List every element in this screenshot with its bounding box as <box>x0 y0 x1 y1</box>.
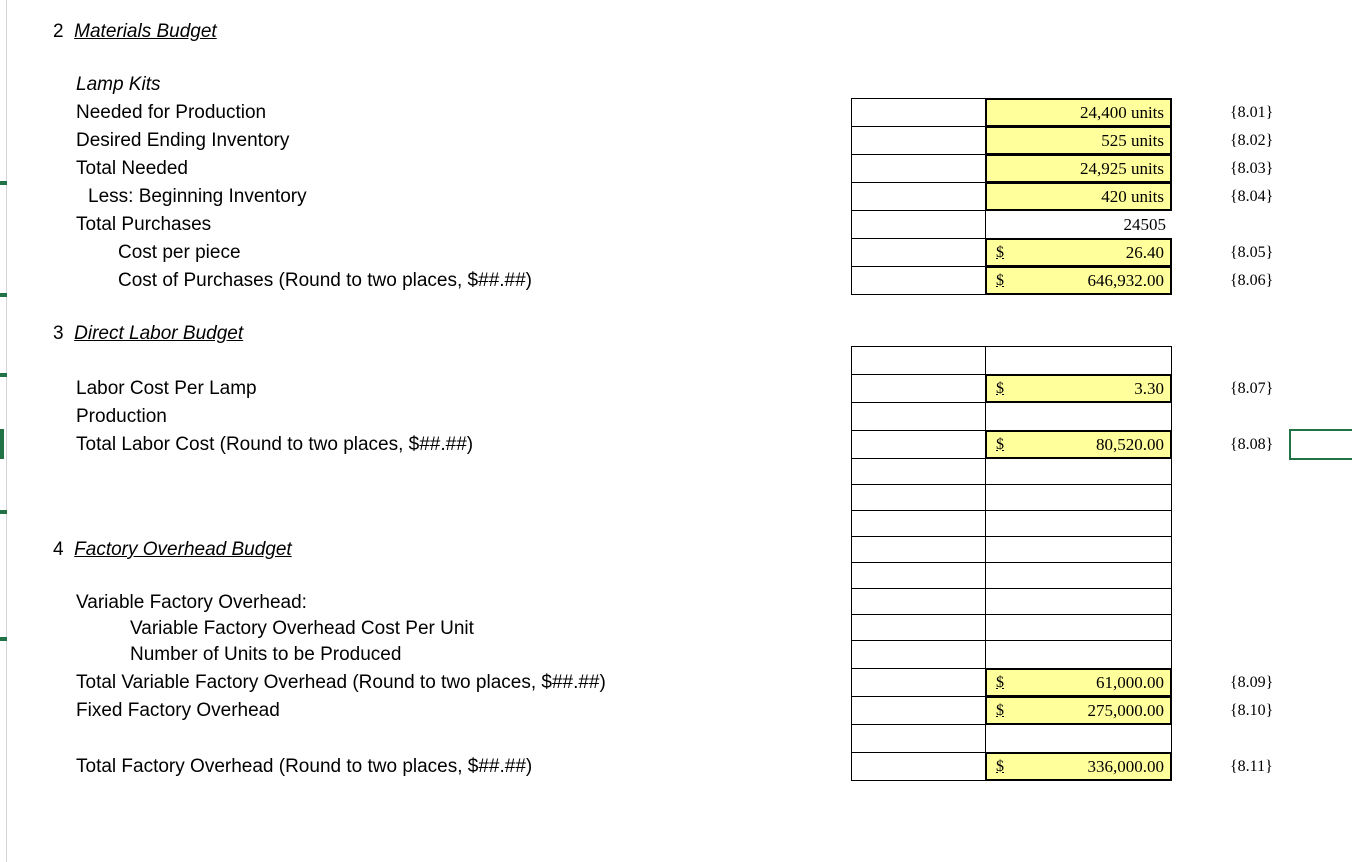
row-label: Number of Units to be Produced <box>130 644 402 665</box>
reference-code: {8.08} <box>1230 436 1274 453</box>
blank-cell[interactable] <box>985 562 1172 589</box>
total-purchases-cell[interactable] <box>985 210 1172 239</box>
blank-cell[interactable] <box>985 640 1172 669</box>
row-label: Production <box>76 406 167 427</box>
cell-value: 24,925 units <box>1079 158 1164 178</box>
blank-cell[interactable] <box>985 588 1172 615</box>
blank-cell[interactable] <box>851 752 986 781</box>
reference-code: {8.10} <box>1230 702 1274 719</box>
row-marker <box>0 373 7 377</box>
section-title: Factory Overhead Budget <box>74 539 292 560</box>
blank-cell[interactable] <box>851 154 986 183</box>
answer-cell-8-06[interactable] <box>985 266 1172 295</box>
row-label: Total Labor Cost (Round to two places, $##.##) <box>76 434 474 455</box>
row-label: Variable Factory Overhead: <box>76 592 307 613</box>
row-label: Needed for Production <box>76 102 267 123</box>
row-label: Labor Cost Per Lamp <box>76 378 257 399</box>
answer-cell-8-05[interactable] <box>985 238 1172 267</box>
row-marker <box>0 293 7 297</box>
cell-value: 80,520.00 <box>1096 434 1164 454</box>
currency-symbol: $ <box>996 379 1004 397</box>
row-label: Total Needed <box>76 158 188 179</box>
section-heading-labor <box>53 323 243 345</box>
row-label: Total Variable Factory Overhead (Round to two places, $##.##) <box>76 672 606 693</box>
row-marker <box>0 510 7 514</box>
row-gutter-line <box>6 0 7 862</box>
reference-code: {8.11} <box>1230 758 1273 775</box>
section-number: 2 <box>53 21 64 42</box>
blank-cell[interactable] <box>985 536 1172 563</box>
blank-cell[interactable] <box>985 724 1172 753</box>
blank-cell[interactable] <box>985 484 1172 511</box>
subheading-lamp-kits: Lamp Kits <box>76 74 161 95</box>
cell-value: 26.40 <box>1125 242 1164 262</box>
currency-symbol: $ <box>996 271 1004 289</box>
blank-cell[interactable] <box>851 98 986 127</box>
blank-cell[interactable] <box>851 210 986 239</box>
row-label: Total Factory Overhead (Round to two places, $##.##) <box>76 756 533 777</box>
blank-cell[interactable] <box>851 484 986 511</box>
selected-cell-cursor[interactable] <box>1289 429 1352 460</box>
reference-code: {8.04} <box>1230 188 1274 205</box>
reference-code: {8.02} <box>1230 132 1274 149</box>
currency-symbol: $ <box>996 435 1004 453</box>
blank-cell[interactable] <box>851 696 986 725</box>
blank-cell[interactable] <box>985 458 1172 487</box>
answer-cell-8-07[interactable] <box>985 374 1172 403</box>
cell-value: 24505 <box>1123 214 1166 234</box>
reference-code: {8.07} <box>1230 380 1274 397</box>
blank-cell[interactable] <box>985 510 1172 537</box>
blank-cell[interactable] <box>851 562 986 589</box>
answer-cell-8-02[interactable] <box>985 126 1172 155</box>
reference-code: {8.05} <box>1230 244 1274 261</box>
blank-cell[interactable] <box>851 182 986 211</box>
currency-symbol: $ <box>996 243 1004 261</box>
cell-value: 3.30 <box>1134 378 1164 398</box>
cell-value: 24,400 units <box>1079 102 1164 122</box>
blank-cell[interactable] <box>851 458 986 487</box>
cell-value: 61,000.00 <box>1096 672 1164 692</box>
production-cell[interactable] <box>985 402 1172 431</box>
blank-cell[interactable] <box>851 640 986 669</box>
cell-value: 275,000.00 <box>1087 700 1164 720</box>
row-marker <box>0 637 7 641</box>
blank-cell[interactable] <box>851 266 986 295</box>
active-row-marker <box>0 429 4 459</box>
reference-code: {8.09} <box>1230 674 1274 691</box>
row-label: Cost of Purchases (Round to two places, $##.##) <box>118 270 533 291</box>
answer-cell-8-01[interactable] <box>985 98 1172 127</box>
blank-cell[interactable] <box>851 374 986 403</box>
blank-cell[interactable] <box>851 430 986 459</box>
answer-cell-8-08[interactable] <box>985 430 1172 459</box>
answer-cell-8-09[interactable] <box>985 668 1172 697</box>
blank-cell[interactable] <box>851 402 986 431</box>
blank-cell[interactable] <box>851 346 986 375</box>
cell-value: 336,000.00 <box>1087 756 1164 776</box>
blank-cell[interactable] <box>851 588 986 615</box>
blank-cell[interactable] <box>985 614 1172 641</box>
row-label: Cost per piece <box>118 242 241 263</box>
section-number: 4 <box>53 539 64 560</box>
reference-code: {8.01} <box>1230 104 1274 121</box>
cell-value: 525 units <box>1101 130 1164 150</box>
currency-symbol: $ <box>996 701 1004 719</box>
section-number: 3 <box>53 323 64 344</box>
section-heading-materials <box>53 21 217 43</box>
row-marker <box>0 181 7 185</box>
row-label: Less: Beginning Inventory <box>88 186 307 207</box>
reference-code: {8.03} <box>1230 160 1274 177</box>
cell-value: 646,932.00 <box>1087 270 1164 290</box>
section-title: Materials Budget <box>74 21 217 42</box>
cell-value: 420 units <box>1101 186 1164 206</box>
row-label: Variable Factory Overhead Cost Per Unit <box>130 618 474 639</box>
blank-cell[interactable] <box>851 724 986 753</box>
answer-cell-8-03[interactable] <box>985 154 1172 183</box>
row-label: Total Purchases <box>76 214 212 235</box>
answer-cell-8-11[interactable] <box>985 752 1172 781</box>
currency-symbol: $ <box>996 673 1004 691</box>
blank-cell[interactable] <box>851 510 986 537</box>
answer-cell-8-04[interactable] <box>985 182 1172 211</box>
blank-cell[interactable] <box>851 536 986 563</box>
blank-cell[interactable] <box>851 238 986 267</box>
blank-cell[interactable] <box>851 614 986 641</box>
section-heading-overhead <box>53 539 292 561</box>
row-label: Fixed Factory Overhead <box>76 700 280 721</box>
section-title: Direct Labor Budget <box>74 323 244 344</box>
answer-cell-8-10[interactable] <box>985 696 1172 725</box>
currency-symbol: $ <box>996 757 1004 775</box>
blank-cell[interactable] <box>985 346 1172 375</box>
reference-code: {8.06} <box>1230 272 1274 289</box>
row-label: Desired Ending Inventory <box>76 130 290 151</box>
blank-cell[interactable] <box>851 668 986 697</box>
blank-cell[interactable] <box>851 126 986 155</box>
